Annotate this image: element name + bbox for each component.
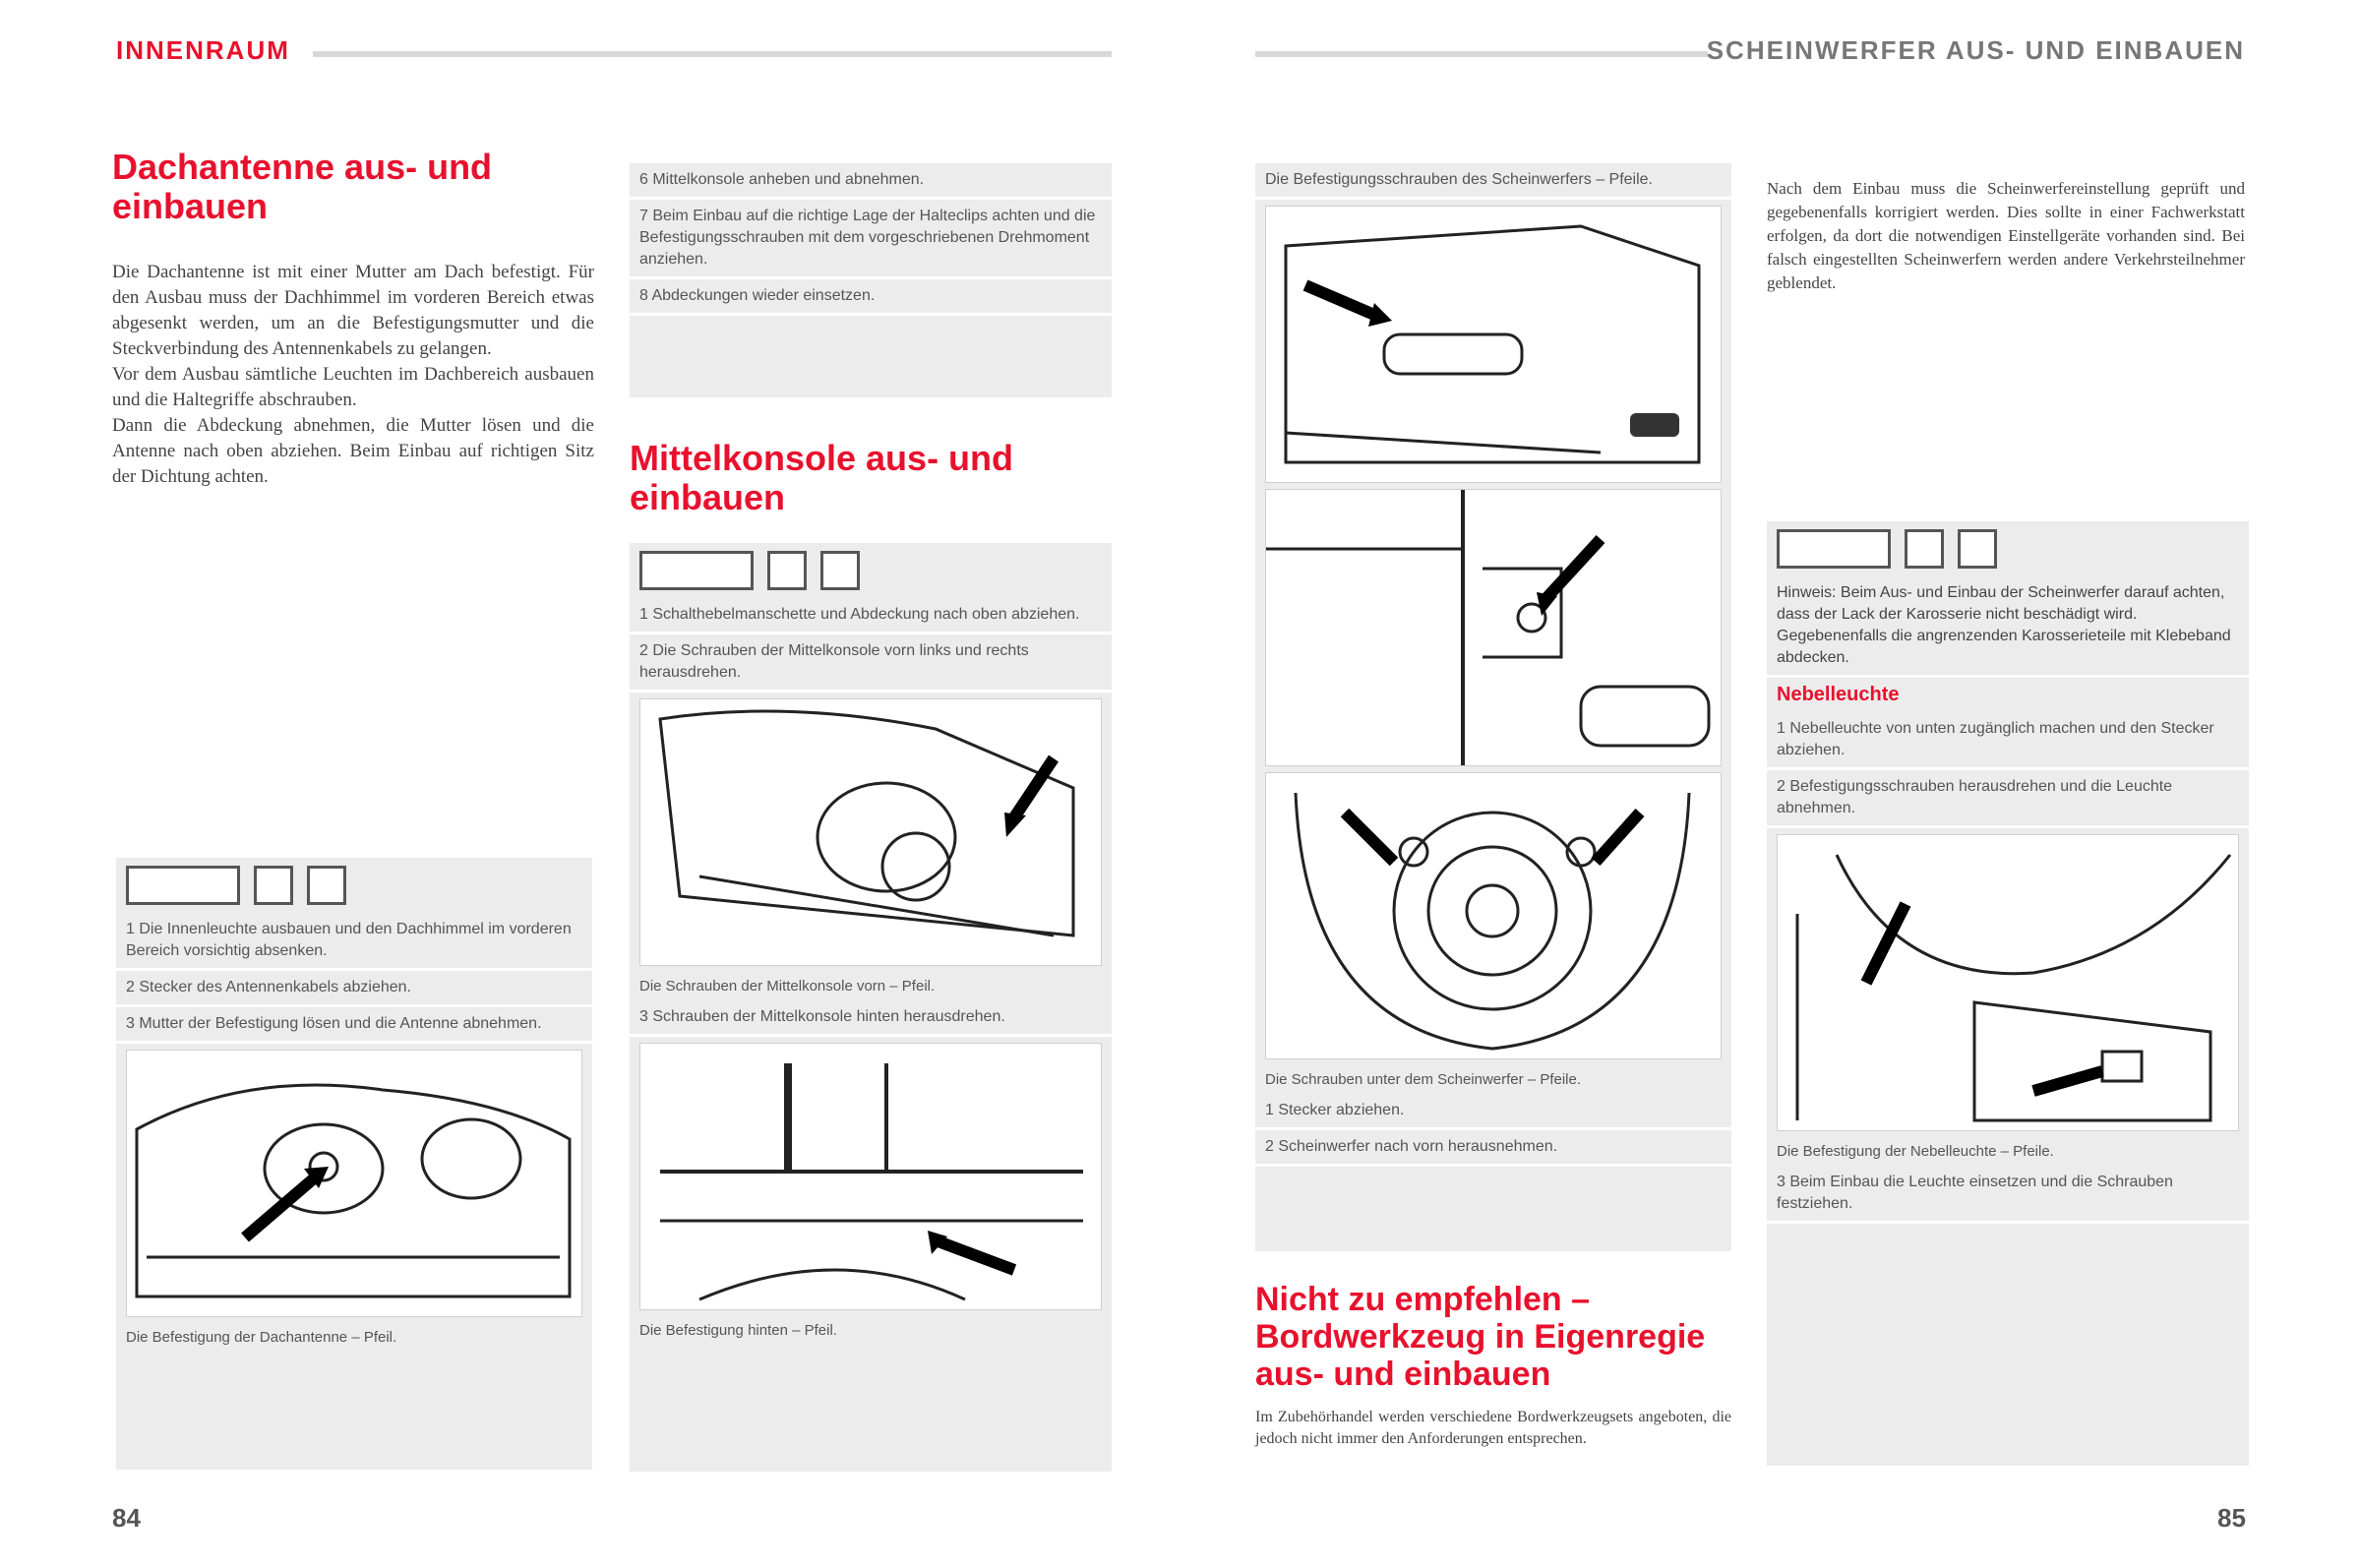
pliers-icon bbox=[307, 866, 346, 905]
section-title-console: Mittelkonsole aus- und einbauen bbox=[630, 438, 1014, 517]
antenna-figure bbox=[126, 1050, 582, 1317]
headlight-figures-box bbox=[1255, 163, 1731, 1251]
spanner-icon bbox=[126, 866, 240, 905]
page-number-left: 84 bbox=[112, 1503, 141, 1533]
console-front-drawing bbox=[640, 699, 1101, 965]
tool-icons bbox=[1767, 521, 2249, 576]
step: 6 Mittelkonsole anheben und abnehmen. bbox=[630, 163, 1112, 200]
figure-caption: Die Befestigung hinten – Pfeil. bbox=[639, 1322, 837, 1339]
step: 7 Beim Einbau auf die richtige Lage der Halteclips achten und die Befestigungsschrauben mit dem vorgeschriebenen Drehmoment anziehen. bbox=[630, 200, 1112, 279]
paragraph: Nach dem Einbau muss die Scheinwerfereinstellung geprüft und gegebenenfalls korrigiert werden. Dies sollte in einer Fachwerkstatt erfolgen, da dort die notwendigen Einstellgeräte vorhanden sind. Bei falsch eingestellten Scheinwerfern werden andere Verkehrsteilnehmer geblendet. bbox=[1767, 179, 2245, 292]
fog-light-drawing bbox=[1778, 835, 2238, 1130]
step: 2 Befestigungsschrauben herausdrehen und die Leuchte abnehmen. bbox=[1767, 770, 2249, 828]
step: 1 Stecker abziehen. bbox=[1255, 1094, 1731, 1130]
console-rear-figure bbox=[639, 1043, 1102, 1310]
step: 1 Die Innenleuchte ausbauen und den Dachhimmel im vorderen Bereich vorsichtig absenken. bbox=[116, 913, 592, 971]
headlight-figure-2 bbox=[1265, 489, 1722, 766]
screwdriver-icon bbox=[254, 866, 293, 905]
step: 2 Scheinwerfer nach vorn herausnehmen. bbox=[1255, 1130, 1731, 1167]
spanner-icon bbox=[1777, 529, 1891, 569]
figure-caption: Die Befestigungsschrauben des Scheinwerfers – Pfeile. bbox=[1255, 163, 1731, 200]
tool-icons bbox=[630, 543, 1112, 598]
console-intro-box bbox=[630, 163, 1112, 397]
screwdriver-icon bbox=[1905, 529, 1944, 569]
header-rule-left bbox=[313, 51, 1112, 57]
subhead-fog-light: Nebelleuchte bbox=[1777, 684, 1900, 705]
screwdriver-icon bbox=[767, 551, 807, 590]
antenna-procedure-box bbox=[116, 858, 592, 1470]
console-rear-drawing bbox=[640, 1044, 1101, 1309]
step: 8 Abdeckungen wieder einsetzen. bbox=[630, 279, 1112, 316]
figure-caption: Die Schrauben der Mittelkonsole vorn – Pfeil. bbox=[639, 978, 936, 995]
console-front-figure bbox=[639, 698, 1102, 966]
step: 1 Nebelleuchte von unten zugänglich machen und den Stecker abziehen. bbox=[1767, 712, 2249, 770]
pliers-icon bbox=[820, 551, 860, 590]
step: 3 Mutter der Befestigung lösen und die Antenne abnehmen. bbox=[116, 1007, 592, 1044]
step: 2 Stecker des Antennenkabels abziehen. bbox=[116, 971, 592, 1007]
section-title-toolkit: Nicht zu empfehlen – Bordwerkzeug in Eigenregie aus- und einbauen bbox=[1255, 1281, 1706, 1393]
headlight-drawing-2 bbox=[1266, 490, 1721, 765]
paragraph: Die Dachantenne ist mit einer Mutter am Dach befestigt. Für den Ausbau muss der Dachhimmel im vorderen Bereich etwas abgesenkt werden, um an die Befestigungsmutter und die Steckverbindung des Antennenkabels zu gelangen. bbox=[112, 262, 594, 359]
tool-icons bbox=[116, 858, 592, 913]
headlight-drawing-3 bbox=[1266, 773, 1721, 1058]
left-section-label: INNENRAUM bbox=[116, 35, 290, 65]
header-rule-right bbox=[1255, 51, 1708, 57]
step: 2 Die Schrauben der Mittelkonsole vorn links und rechts herausdrehen. bbox=[630, 634, 1112, 693]
figure-caption: Die Befestigung der Dachantenne – Pfeil. bbox=[126, 1329, 397, 1346]
headlight-figure-3 bbox=[1265, 772, 1722, 1059]
step: 3 Schrauben der Mittelkonsole hinten herausdrehen. bbox=[630, 1000, 1112, 1037]
console-procedure-box bbox=[630, 543, 1112, 1472]
step: 1 Schalthebelmanschette und Abdeckung nach oben abziehen. bbox=[630, 598, 1112, 634]
step: 3 Beim Einbau die Leuchte einsetzen und die Schrauben festziehen. bbox=[1767, 1166, 2249, 1224]
antenna-drawing bbox=[127, 1051, 581, 1316]
page-number-right: 85 bbox=[2217, 1503, 2246, 1533]
paragraph: Vor dem Ausbau sämtliche Leuchten im Dachbereich ausbauen und die Haltegriffe abschrauben. bbox=[112, 364, 594, 410]
section-title-antenna: Dachantenne aus- und einbauen bbox=[112, 147, 493, 226]
headlight-figure-1 bbox=[1265, 206, 1722, 483]
figure-caption: Die Befestigung der Nebelleuchte – Pfeile. bbox=[1777, 1143, 2054, 1160]
paragraph: Dann die Abdeckung abnehmen, die Mutter lösen und die Antenne nach oben abziehen. Beim Einbau auf richtigen Sitz der Dichtung achten. bbox=[112, 415, 594, 487]
note-text: Hinweis: Beim Aus- und Einbau der Scheinwerfer darauf achten, dass der Lack der Karosserie nicht beschädigt wird. Gegebenenfalls die angrenzenden Karosserieteile mit Klebeband abdecken. bbox=[1767, 576, 2249, 678]
paragraph: Im Zubehörhandel werden verschiedene Bordwerkzeugsets angeboten, die jedoch nicht immer den Anforderungen entsprechen. bbox=[1255, 1409, 1731, 1447]
right-section-label: SCHEINWERFER AUS- UND EINBAUEN bbox=[1706, 35, 2245, 65]
fog-light-figure bbox=[1777, 834, 2239, 1131]
antenna-section bbox=[112, 148, 594, 490]
headlight-drawing-1 bbox=[1266, 207, 1721, 482]
spanner-icon bbox=[639, 551, 754, 590]
headlight-procedure-box bbox=[1767, 521, 2249, 1466]
pliers-icon bbox=[1958, 529, 1997, 569]
figure-caption: Die Schrauben unter dem Scheinwerfer – Pfeile. bbox=[1265, 1071, 1582, 1088]
